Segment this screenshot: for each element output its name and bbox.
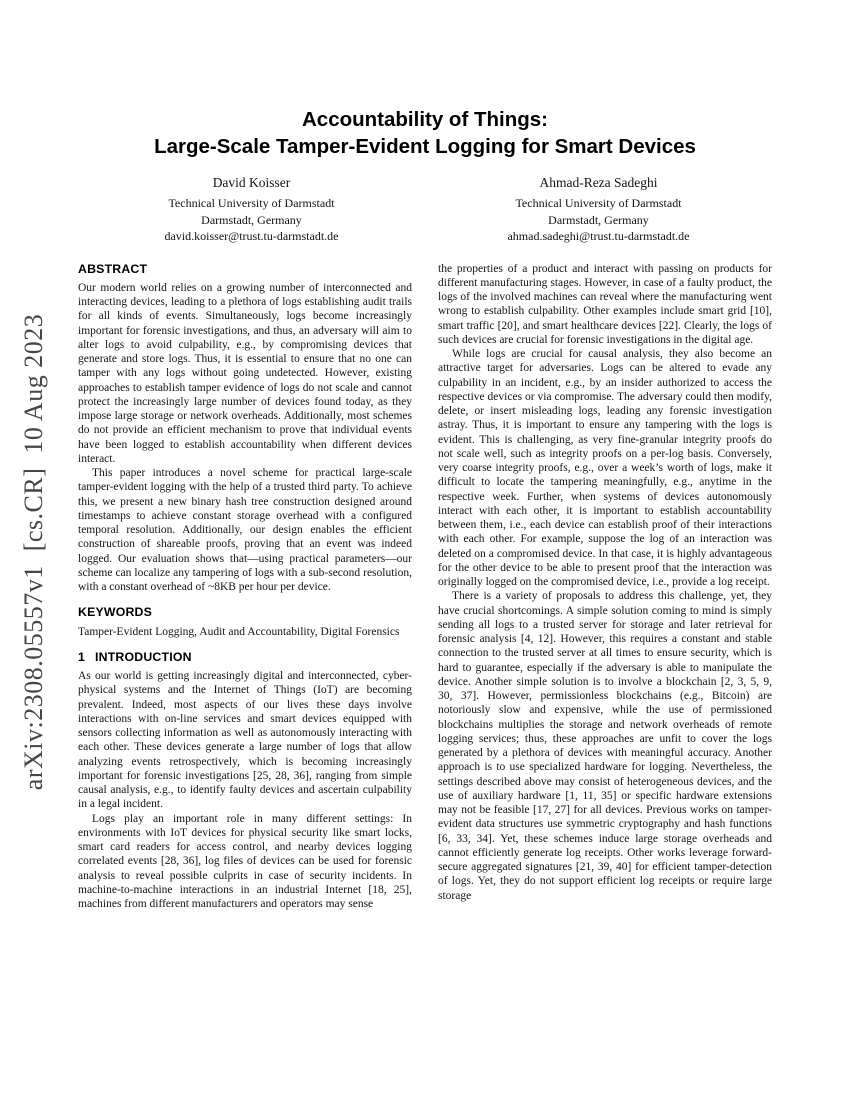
body-paragraph: There is a variety of proposals to address this challenge, yet, they have crucial shortcomings. A simple solution coming to mind is simply sending all logs to a trusted server for storage and later retrieval for forensic analysis [4, 12]. However, this requires a constant and stable connection to the trusted server at all times to ensure security, which is hard to guarantee, especially if the adversary is able to manipulate the device. Another simple solution is to involve a blockchain [2, 3, 5, 9, 30, 37]. However, permissionless blockchains (e.g., Bitcoin) are notoriously slow and expensive, while the use of permissioned blockchains multiplies the storage and network overheads of remote logging services; thus, these approaches are unfit to cover the logs generated by a plethora of devices with meaningful accuracy. Another approach is to use specialized hardware for logging. Nevertheless, the settings described above may consist of heterogeneous devices, and the use of auxiliary hardware [1, 11, 35] or specific hardware extensions may not be feasible [17, 27] for all devices. Previous works on tamper-evident data structures use symmetric cryptography and hash functions [6, 33, 34]. Yet, these schemes induce large storage overheads and cannot efficiently generate log receipts. Other works leverage forward-secure aggregated signatures [21, 39, 40] for efficient tamper-detection of logs. Yet, they do not support efficient log receipts or require large storage — [438, 590, 772, 902]
introduction-paragraph: Logs play an important role in many different settings: In environments with IoT devices for physical security like smart locks, smart card readers for access control, and nearby devices logging correlated events [28, 36], log files of devices can be used for forensic analysis to reveal possible culprits in case of security incidents. In machine-to-machine interactions in an industrial Internet [18, 25], machines from different manufacturers and operators may sense — [78, 812, 412, 910]
author-section — [78, 174, 772, 245]
paper-title-line1: Accountability of Things: — [302, 108, 548, 131]
author-location: Darmstadt, Germany — [548, 212, 649, 227]
left-column — [78, 262, 412, 1022]
body-paragraph: While logs are crucial for causal analysis, they also become an attractive target for adversaries. Logs can be altered to evade any culpability in an incident, e.g., by an insider authorized to access the respective devices or via compromise. The adversary could then modify, delete, or insert misleading logs, leading any forensic investigation astray. Thus, it is important to ensure any tampering with the logs is evident. This is challenging, as very fine-granular integrity proofs do not scale well, such as integrity proofs on a per-log basis. Conversely, very coarse integrity proofs, e.g., over a week’s worth of logs, make it difficult to locate the tampering meaningfully, e.g., anytime in the respective week. Further, when systems of devices autonomously interact with each other, it is important to establish accountability between them, i.e., each device can establish proof of their interactions with each other. For example, suppose the log of an interaction was deleted on a compromised device. In that case, it is highly advantageous for the other device to be able to present proof that the interaction was originally logged on the compromised device, i.e., provide a log receipt. — [438, 348, 772, 588]
right-column — [438, 262, 772, 1022]
author-location: Darmstadt, Germany — [201, 212, 302, 227]
keywords-heading: KEYWORDS — [78, 605, 153, 620]
introduction-heading — [78, 650, 412, 664]
author-name: Ahmad-Reza Sadeghi — [539, 175, 658, 190]
paper-title-line2: Large-Scale Tamper-Evident Logging for Smart Devices — [154, 135, 696, 158]
author-block-2 — [425, 174, 772, 245]
author-affiliation: Technical University of Darmstadt — [515, 196, 682, 210]
section-number: 1 — [78, 649, 86, 664]
introduction-paragraph: As our world is getting increasingly digital and interconnected, cyber-physical systems and the Internet of Things (IoT) are becoming prevalent. Indeed, most aspects of our lives these days involve interactions with on-line services and smart devices equipped with sensors collecting information as well as autonomously interacting with each other. These devices generate a large number of logs that allow analyzing events retrospectively, which is becoming increasingly important for forensic investigations [25, 28, 36], ranging from simple causal analysis, e.g., to identify faulty devices and ascertain culpability in a legal incident. — [78, 670, 412, 811]
body-paragraph: the properties of a product and interact with passing on products for different manufacturing stages. However, in case of a faulty product, the logs of the involved machines can reveal where the manufacturing went wrong to establish culpability. Other examples include smart grid [10], smart traffic [20], and smart healthcare devices [22]. Clearly, the logs of such devices are crucial for forensic investigations in the digital age. — [438, 262, 772, 346]
arxiv-watermark: arXiv:2308.05557v1 [cs.CR] 10 Aug 2023 — [19, 313, 48, 791]
author-email: ahmad.sadeghi@trust.tu-darmstadt.de — [507, 229, 690, 243]
author-block-1 — [78, 174, 425, 245]
author-name: David Koisser — [212, 175, 291, 190]
abstract-heading: ABSTRACT — [78, 261, 148, 276]
section-title: INTRODUCTION — [95, 649, 192, 664]
abstract-paragraph: This paper introduces a novel scheme for practical large-scale tamper-evident logging with the help of a trusted third party. To achieve this, we present a new binary hash tree construction designed around timestamps to achieve constant storage overhead with a configured temporal resolution. Additionally, our design enables the efficient construction of shareable proofs, proving that an event was indeed logged. Our evaluation shows that—using practical parameters—our scheme can localize any tampering of logs with a sub-second resolution, with a constant overhead of ~8KB per hour per device. — [78, 467, 412, 593]
abstract-paragraph: Our modern world relies on a growing number of interconnected and interacting devices, leading to a plethora of logs establishing audit trails for all kinds of events. Simultaneously, logs become increasingly important for forensic investigations, and thus, an adversary will aim to alter logs to avoid culpability, e.g., by compromising devices that generate and store logs. Thus, it is essential to ensure that no one can tamper with any logs without going undetected. However, existing approaches to establish tamper evidence of logs do not scale and cannot protect the increasingly large number of devices found today, as they impose large storage or network overheads. Additionally, most schemes do not provide an efficient mechanism to prove that individual events have been logged to establish accountability when different devices interact. — [78, 281, 412, 465]
author-email: david.koisser@trust.tu-darmstadt.de — [164, 229, 339, 243]
two-column-body — [78, 262, 772, 1022]
paper-title — [78, 106, 772, 160]
keywords-text: Tamper-Evident Logging, Audit and Accountability, Digital Forensics — [78, 625, 400, 638]
author-affiliation: Technical University of Darmstadt — [168, 196, 335, 210]
